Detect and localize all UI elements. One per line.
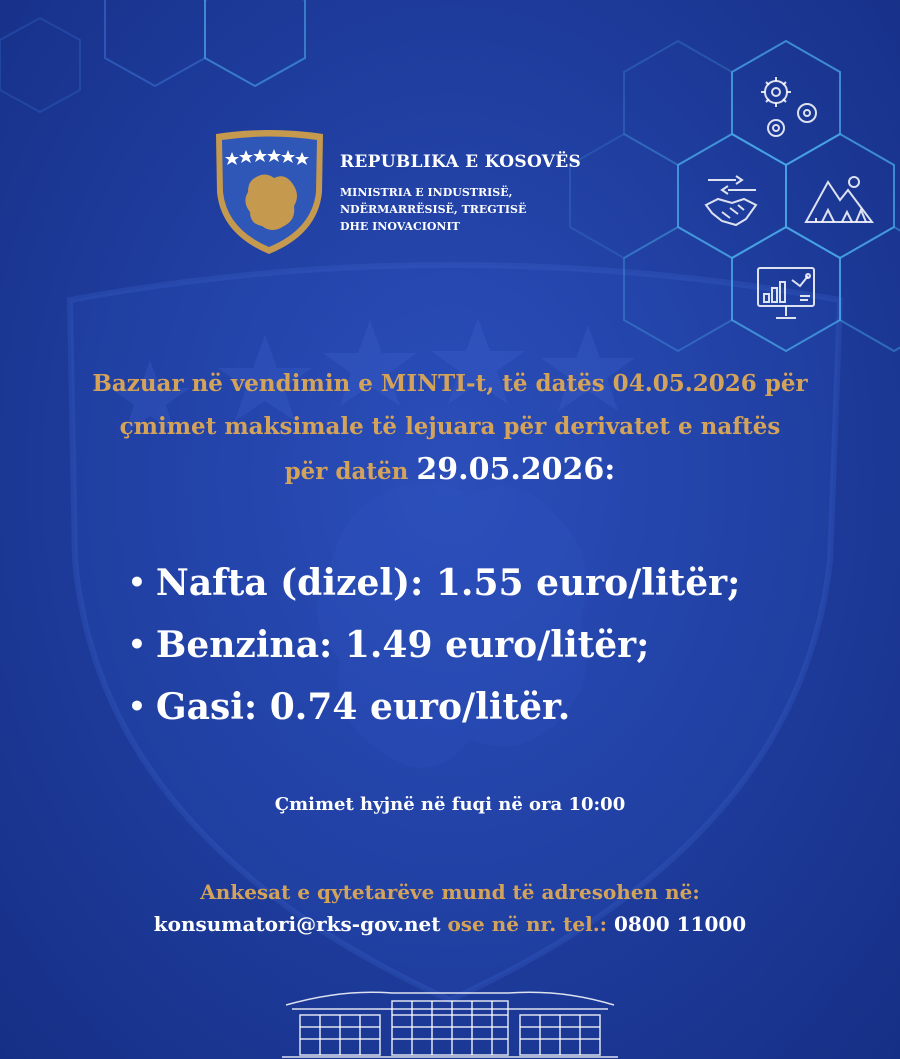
building-outline-icon — [282, 975, 618, 1059]
org-subtitle-line: MINISTRIA E INDUSTRISË, — [340, 186, 513, 199]
price-text: Gasi: 0.74 euro/litër. — [155, 686, 571, 728]
intro-line-1: Bazuar në vendimin e MINTI-t, të datës 04.05.2026 për — [92, 370, 808, 397]
intro-date-prefix: për datën — [284, 458, 409, 485]
effective-note: Çmimet hyjnë në fuqi në ora 10:00 — [274, 794, 626, 815]
price-text: Benzina: 1.49 euro/litër; — [155, 624, 650, 666]
kosovo-crest-icon — [212, 130, 327, 258]
complaints-info — [0, 876, 900, 940]
intro-line-2: çmimet maksimale të lejuara për derivatet e naftës — [119, 413, 781, 440]
price-text: Nafta (dizel): 1.55 euro/litër; — [155, 562, 741, 604]
mountains-icon — [806, 177, 872, 222]
intro-text — [0, 362, 900, 493]
price-item-petrol — [128, 614, 888, 676]
org-subtitle — [340, 184, 640, 235]
intro-line-3 — [0, 448, 900, 493]
contact-email: konsumatori@rks-gov.net — [153, 912, 441, 936]
handshake-icon — [706, 176, 756, 225]
price-item-diesel — [128, 552, 888, 614]
contact-middle-text: ose në nr. tel.: — [447, 912, 608, 936]
bullet: • — [128, 566, 146, 599]
bullet: • — [128, 690, 146, 723]
price-item-gas — [128, 676, 888, 738]
org-subtitle-line: NDËRMARRËSISË, TREGTISË — [340, 203, 527, 216]
target-date: 29.05.2026: — [416, 452, 616, 487]
bullet: • — [128, 628, 146, 661]
org-subtitle-line: DHE INOVACIONIT — [340, 220, 460, 233]
header — [212, 130, 632, 260]
analytics-monitor-icon — [758, 268, 814, 318]
contact-phone: 0800 11000 — [614, 912, 747, 936]
complaints-line-2 — [0, 908, 900, 940]
price-list — [128, 552, 888, 738]
complaints-line-1: Ankesat e qytetarëve mund të adresohen në: — [200, 880, 700, 904]
org-title: REPUBLIKA E KOSOVËS — [340, 152, 582, 172]
gears-icon — [761, 77, 816, 136]
